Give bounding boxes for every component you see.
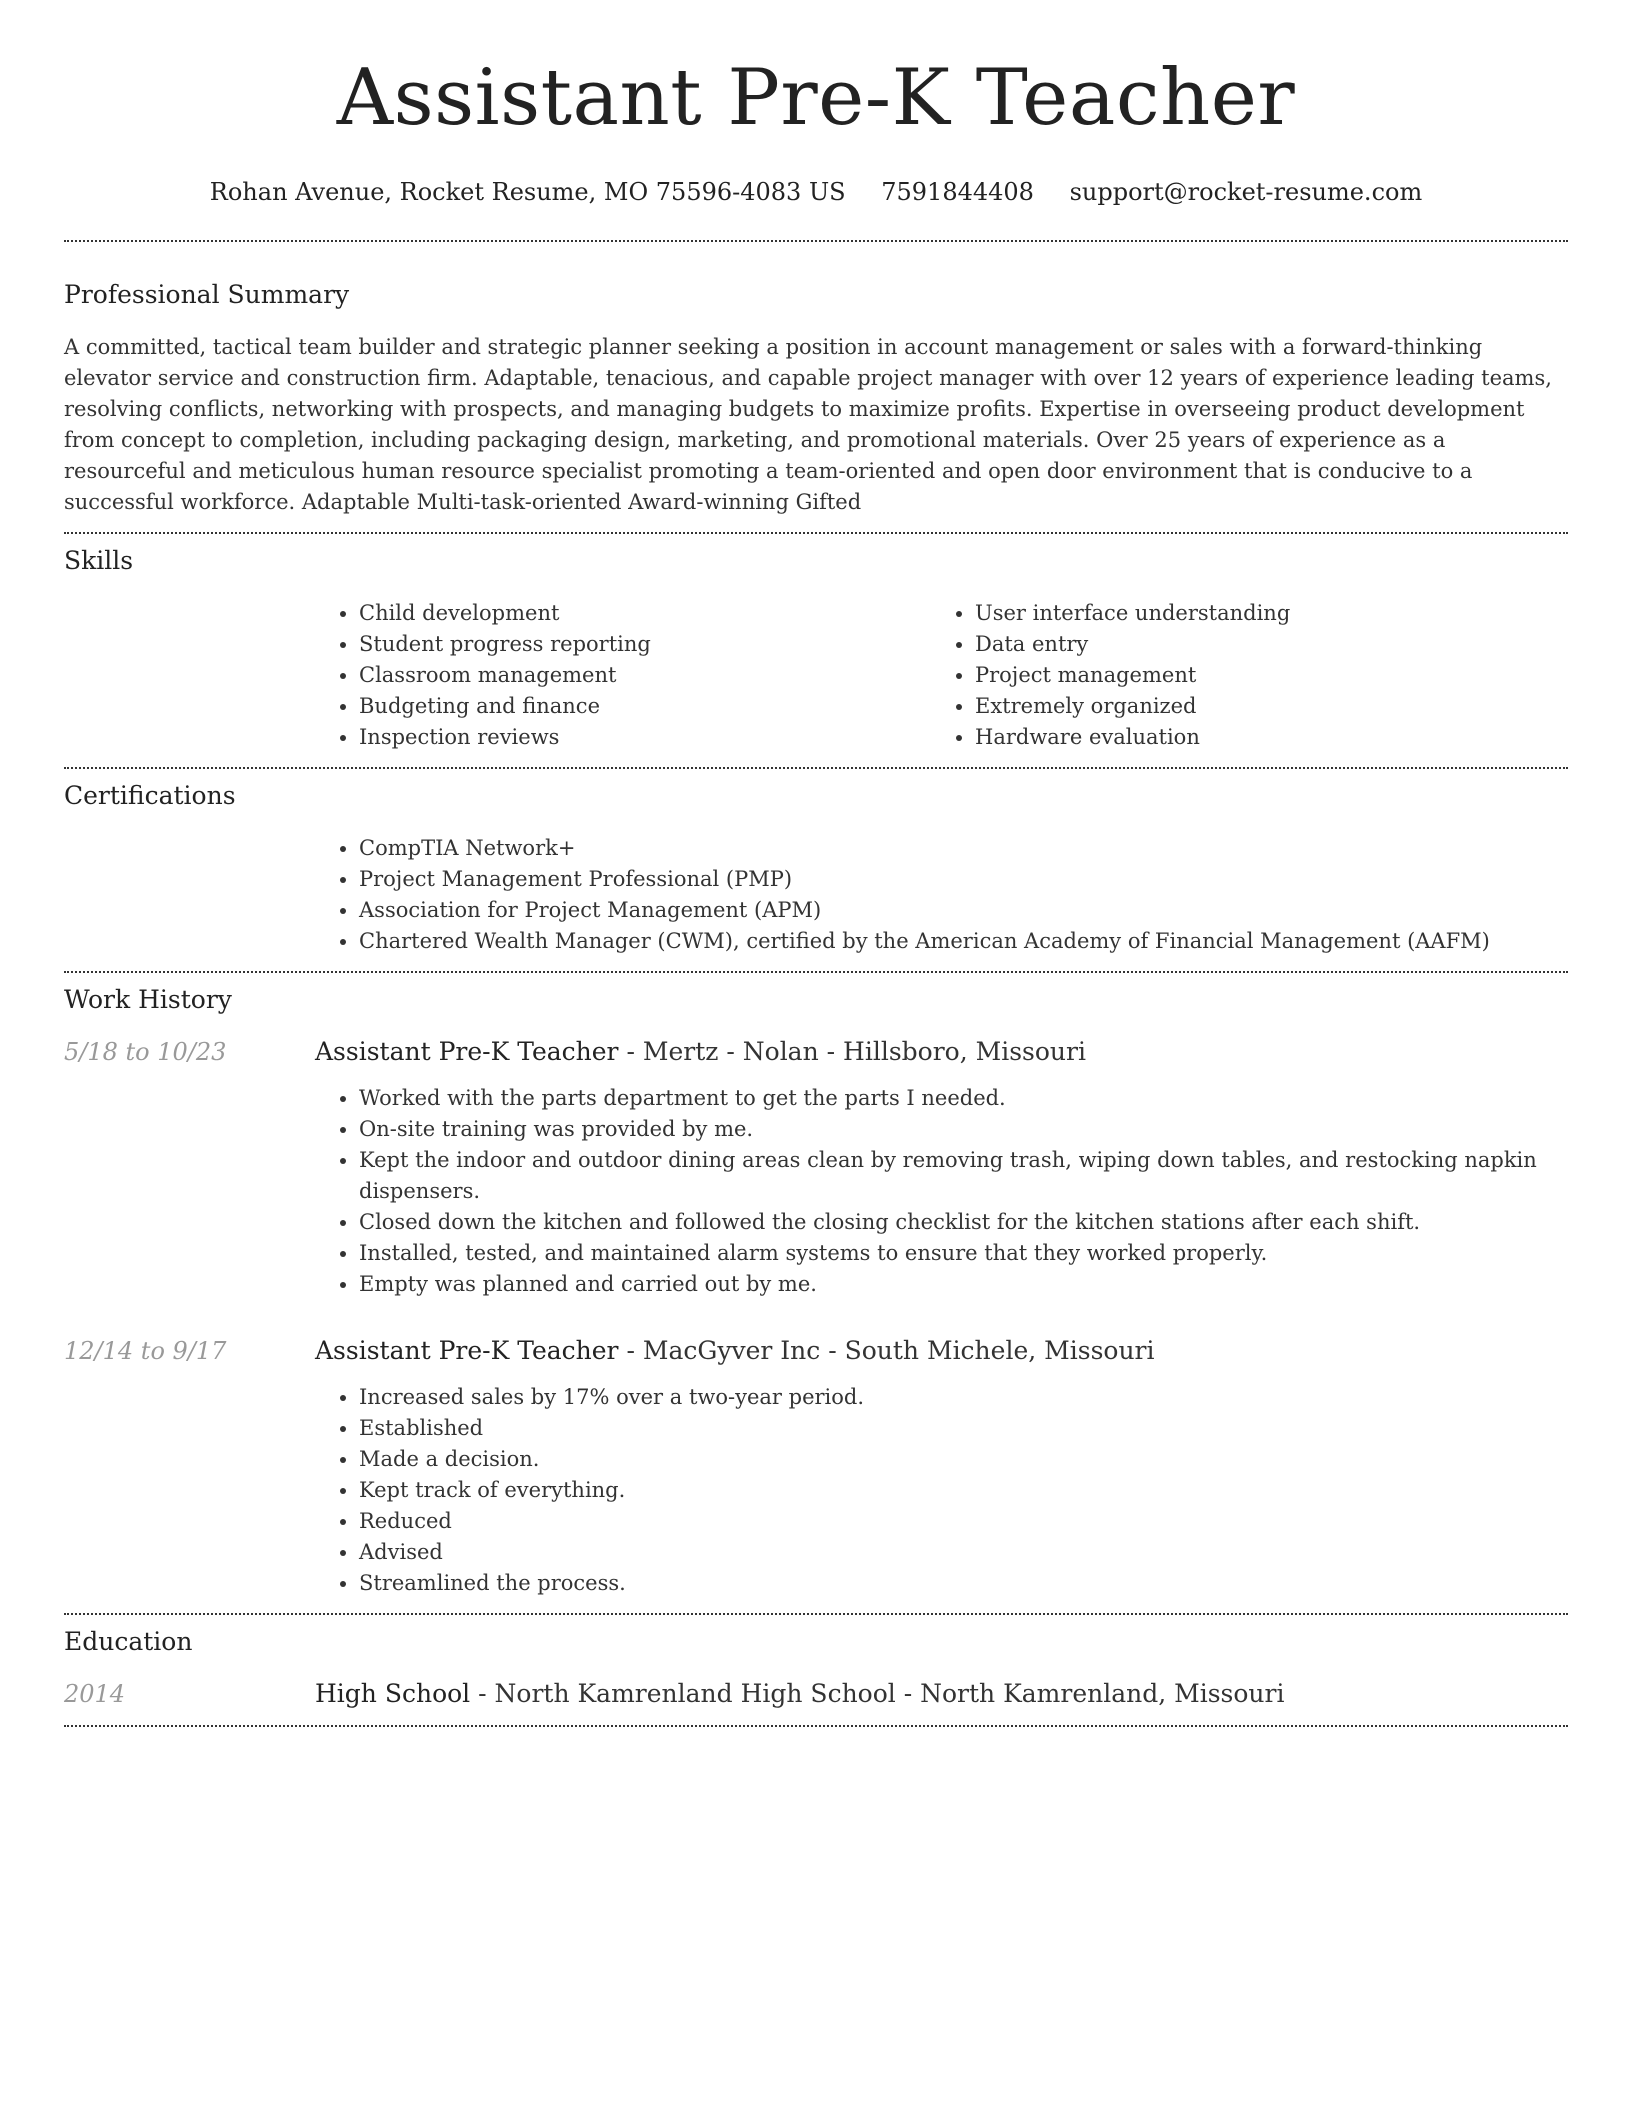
- skill-item: • Extremely organized: [975, 691, 1547, 722]
- job-bullet: • Closed down the kitchen and followed the closing checklist for the kitchen stations after each shift.: [359, 1207, 1568, 1238]
- education-school: North Kamrenland High School - North Kamrenland, Missouri: [494, 1679, 1285, 1709]
- education-degree: High School: [315, 1679, 471, 1709]
- certification-item: • Project Management Professional (PMP): [359, 864, 1568, 895]
- education-section: [64, 1615, 1568, 1725]
- skill-item: • Project management: [975, 660, 1547, 691]
- job-heading: Assistant Pre-K Teacher - MacGyver Inc - South Michele, Missouri: [315, 1336, 1155, 1366]
- job-bullet: • Worked with the parts department to get the parts I needed.: [359, 1083, 1568, 1114]
- job-bullet: • Reduced: [359, 1506, 1568, 1537]
- skills-section: [64, 534, 1568, 767]
- contact-email: support@rocket-resume.com: [1069, 177, 1423, 206]
- contact-address: Rohan Avenue, Rocket Resume, MO 75596-4083 US: [209, 177, 846, 206]
- skills-column-left: [315, 598, 931, 753]
- job-bullet: • Streamlined the process.: [359, 1568, 1568, 1599]
- work-history-title: Work History: [64, 985, 232, 1015]
- job-bullet: • Empty was planned and carried out by me.: [359, 1269, 1568, 1300]
- skill-item: • Student progress reporting: [359, 629, 931, 660]
- skill-item: • Inspection reviews: [359, 722, 931, 753]
- job-entry: [64, 1334, 1568, 1599]
- skill-item: • Child development: [359, 598, 931, 629]
- education-heading: High School - North Kamrenland High School - North Kamrenland, Missouri: [315, 1679, 1285, 1709]
- skills-title: Skills: [64, 546, 134, 576]
- contact-line: [64, 178, 1568, 207]
- job-role: Assistant Pre-K Teacher: [315, 1037, 619, 1067]
- certification-item: • Chartered Wealth Manager (CWM), certified by the American Academy of Financial Management (AAFM): [359, 926, 1568, 957]
- job-dates: 5/18 to 10/23: [64, 1038, 227, 1067]
- skills-column-right: [931, 598, 1547, 753]
- work-history-section: [64, 973, 1568, 1613]
- contact-phone: 7591844408: [881, 177, 1034, 206]
- job-bullet: • Made a decision.: [359, 1444, 1568, 1475]
- job-heading: Assistant Pre-K Teacher - Mertz - Nolan - Hillsboro, Missouri: [315, 1037, 1086, 1067]
- job-employer: Mertz - Nolan - Hillsboro, Missouri: [642, 1037, 1086, 1067]
- education-title: Education: [64, 1627, 193, 1657]
- certifications-title: Certifications: [64, 781, 236, 811]
- job-role: Assistant Pre-K Teacher: [315, 1336, 619, 1366]
- section-divider: [64, 1725, 1568, 1727]
- skill-item: • Hardware evaluation: [975, 722, 1547, 753]
- job-bullet: • On-site training was provided by me.: [359, 1114, 1568, 1145]
- job-bullet: • Advised: [359, 1537, 1568, 1568]
- education-entry: [64, 1677, 1568, 1711]
- skills-grid: [315, 598, 1568, 753]
- resume-name: Assistant Pre-K Teacher: [336, 53, 1296, 143]
- skill-item: • Classroom management: [359, 660, 931, 691]
- skill-item: • User interface understanding: [975, 598, 1547, 629]
- job-bullet: • Kept track of everything.: [359, 1475, 1568, 1506]
- job-bullet: • Increased sales by 17% over a two-year period.: [359, 1382, 1568, 1413]
- job-bullet: • Installed, tested, and maintained alarm systems to ensure that they worked properly.: [359, 1238, 1568, 1269]
- summary-text: A committed, tactical team builder and strategic planner seeking a position in account management or sales with a forward-thinking elevator service and construction firm. Adaptable, tenacious, and capable project manager with over 12 years of experience leading teams, resolving conflicts, networking with prospects, and managing budgets to maximize profits. Expertise in overseeing product development from concept to completion, including packaging design, marketing, and promotional materials. Over 25 years of experience as a resourceful and meticulous human resource specialist promoting a team-oriented and open door environment that is conducive to a successful workforce. Adaptable Multi-task-oriented Award-winning Gifted: [64, 335, 1552, 515]
- certification-item: • CompTIA Network+: [359, 833, 1568, 864]
- summary-title: Professional Summary: [64, 280, 350, 310]
- job-entry: [64, 1035, 1568, 1300]
- skill-item: • Data entry: [975, 629, 1547, 660]
- job-dates: 12/14 to 9/17: [64, 1337, 227, 1366]
- certifications-section: [64, 769, 1568, 971]
- job-bullet: • Kept the indoor and outdoor dining areas clean by removing trash, wiping down tables, and restocking napkin dispensers.: [359, 1145, 1568, 1207]
- certification-item: • Association for Project Management (APM): [359, 895, 1568, 926]
- skill-item: • Budgeting and finance: [359, 691, 931, 722]
- job-bullet: • Established: [359, 1413, 1568, 1444]
- job-employer: MacGyver Inc - South Michele, Missouri: [642, 1336, 1155, 1366]
- education-year: 2014: [64, 1680, 126, 1709]
- summary-section: [64, 242, 1568, 532]
